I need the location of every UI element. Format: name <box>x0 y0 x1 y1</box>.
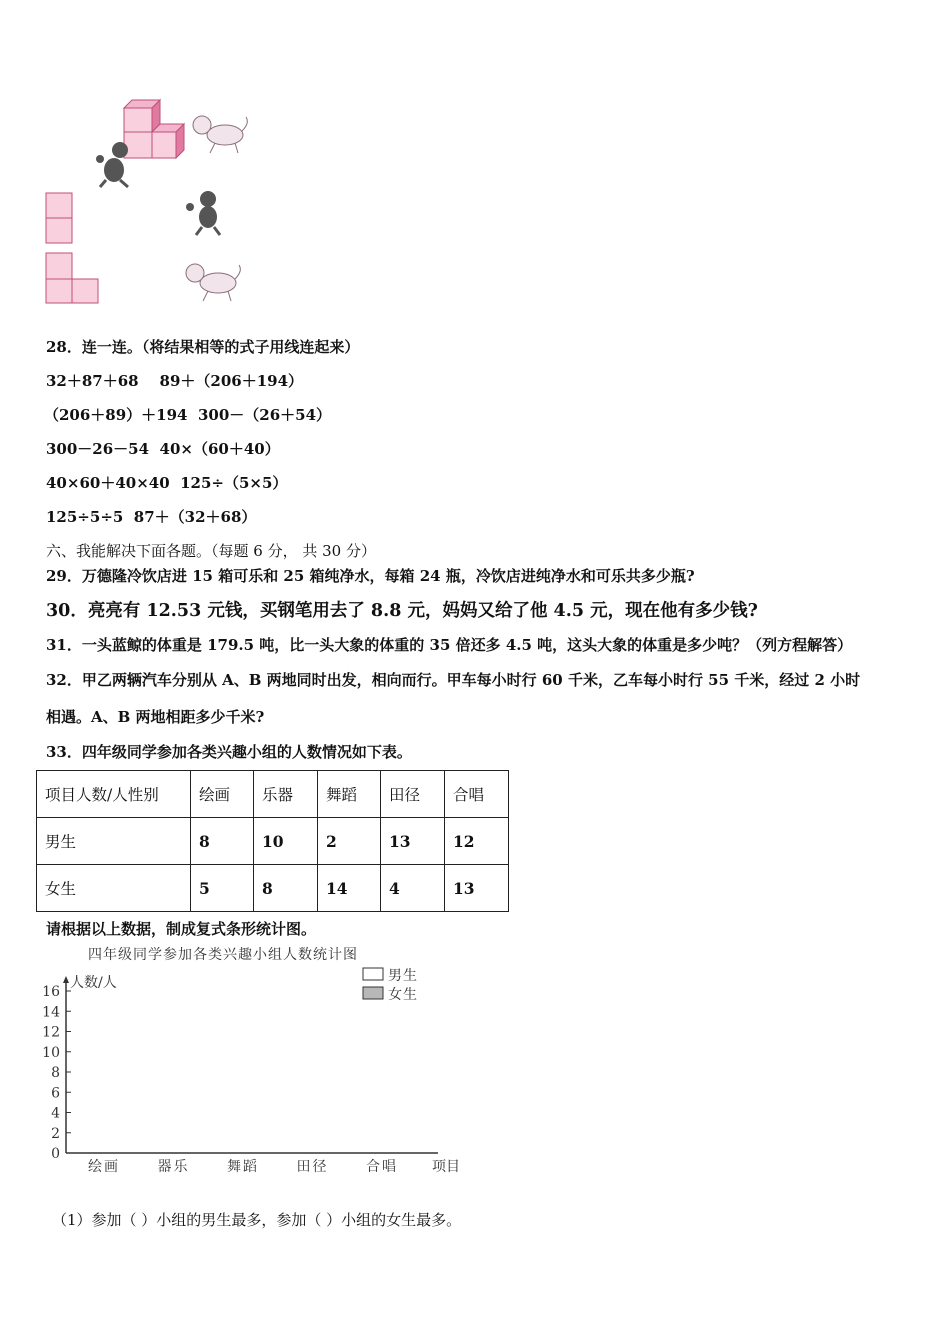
chart-instruction: 请根据以上数据，制成复式条形统计图。 <box>46 920 317 938</box>
table-cell: 13 <box>445 865 509 912</box>
q28-left-expr: 125÷5÷5 <box>46 508 124 526</box>
table-header-cell: 舞蹈 <box>318 771 381 818</box>
y-tick-label: 12 <box>42 1024 60 1041</box>
y-axis-arrow <box>63 976 69 983</box>
q28-right-expr: 89＋（206＋194） <box>159 372 304 390</box>
y-tick-label: 4 <box>51 1105 60 1122</box>
monkey-icon <box>96 142 128 187</box>
table-header-cell: 合唱 <box>445 771 509 818</box>
y-tick-label: 2 <box>51 1125 60 1142</box>
y-tick-label: 10 <box>42 1044 60 1061</box>
table-cell: 女生 <box>37 865 191 912</box>
q28-left-expr: 40×60＋40×40 <box>46 474 170 492</box>
table-cell: 14 <box>318 865 381 912</box>
table-row <box>37 865 509 912</box>
table-cell: 13 <box>381 818 445 865</box>
q28-row-2 <box>44 404 331 425</box>
x-tick-label: 器乐 <box>157 1159 190 1175</box>
q28-row-4 <box>46 472 287 493</box>
q28-left-expr: 32＋87＋68 <box>46 372 139 390</box>
section-6-heading: 六、我能解决下面各题。（每题 6 分， 共 30 分） <box>46 542 376 560</box>
cube-figure <box>40 95 260 310</box>
q28-row-5 <box>46 506 256 527</box>
table-cell: 5 <box>191 865 254 912</box>
chart-title: 四年级同学参加各类兴趣小组人数统计图 <box>88 947 358 963</box>
question-32-line-1: 32．甲乙两辆汽车分别从 A、B 两地同时出发，相向而行。甲车每小时行 60 千米，乙车每小时行 55 千米，经过 2 小时 <box>46 671 861 689</box>
legend-swatch <box>363 987 383 999</box>
legend-swatch <box>363 968 383 980</box>
table-cell: 10 <box>254 818 318 865</box>
table-header-cell: 项目人数/人性别 <box>37 771 191 818</box>
table-cell: 2 <box>318 818 381 865</box>
question-33-sub-1: （1）参加（ ）小组的男生最多，参加（ ）小组的女生最多。 <box>52 1211 462 1229</box>
x-tick-label: 田径 <box>296 1159 329 1175</box>
interest-group-table <box>36 770 509 912</box>
table-row <box>37 818 509 865</box>
table-header-cell: 乐器 <box>254 771 318 818</box>
q28-left-expr: 300－26－54 <box>46 440 150 458</box>
q28-right-expr: 300－（26＋54） <box>197 406 332 424</box>
table-header-cell: 田径 <box>381 771 445 818</box>
question-31: 31．一头蓝鲸的体重是 179.5 吨，比一头大象的体重的 35 倍还多 4.5 吨，这头大象的体重是多少吨？（列方程解答） <box>46 636 853 654</box>
y-tick-label: 16 <box>42 984 60 1000</box>
table-cell: 8 <box>254 865 318 912</box>
question-30: 30．亮亮有 12.53 元钱，买钢笔用去了 8.8 元，妈妈又给了他 4.5 元，现在他有多少钱? <box>46 601 758 621</box>
question-28-title: 28．连一连。（将结果相等的式子用线连起来） <box>46 338 360 356</box>
table-header-row <box>37 771 509 818</box>
question-32-line-2: 相遇。A、B 两地相距多少千米? <box>46 708 265 726</box>
legend-label: 男生 <box>388 968 418 984</box>
x-axis-label: 项目 <box>432 1159 460 1175</box>
x-tick-label: 绘画 <box>88 1159 120 1175</box>
dog-icon <box>186 264 240 301</box>
q28-right-expr: 40×（60＋40） <box>159 440 280 458</box>
y-tick-label: 6 <box>51 1085 60 1102</box>
q28-left-expr: （206＋89）＋194 <box>44 406 188 424</box>
dog-icon <box>193 116 247 153</box>
y-axis-label: 人数/人 <box>70 975 117 991</box>
q28-row-1 <box>46 370 303 391</box>
monkey-icon <box>186 191 220 235</box>
y-tick-label: 14 <box>42 1004 60 1021</box>
q28-row-3 <box>46 438 280 459</box>
question-33-title: 33．四年级同学参加各类兴趣小组的人数情况如下表。 <box>46 743 412 761</box>
table-cell: 4 <box>381 865 445 912</box>
x-tick-label: 舞蹈 <box>227 1159 259 1175</box>
table-cell: 12 <box>445 818 509 865</box>
bar-chart <box>40 960 460 1180</box>
q28-right-expr: 87＋（32＋68） <box>133 508 257 526</box>
x-tick-label: 合唱 <box>366 1159 398 1175</box>
cube-stack <box>124 100 184 158</box>
view-figure-1 <box>46 193 72 243</box>
y-tick-label: 8 <box>51 1065 60 1081</box>
question-29: 29．万德隆冷饮店进 15 箱可乐和 25 箱纯净水，每箱 24 瓶，冷饮店进纯净水和可乐共多少瓶? <box>46 567 695 585</box>
table-cell: 男生 <box>37 818 191 865</box>
table-cell: 8 <box>191 818 254 865</box>
y-tick-label: 0 <box>51 1146 60 1162</box>
view-figure-2 <box>46 253 98 303</box>
table-header-cell: 绘画 <box>191 771 254 818</box>
legend-label: 女生 <box>388 987 418 1003</box>
q28-right-expr: 125÷（5×5） <box>180 474 288 492</box>
